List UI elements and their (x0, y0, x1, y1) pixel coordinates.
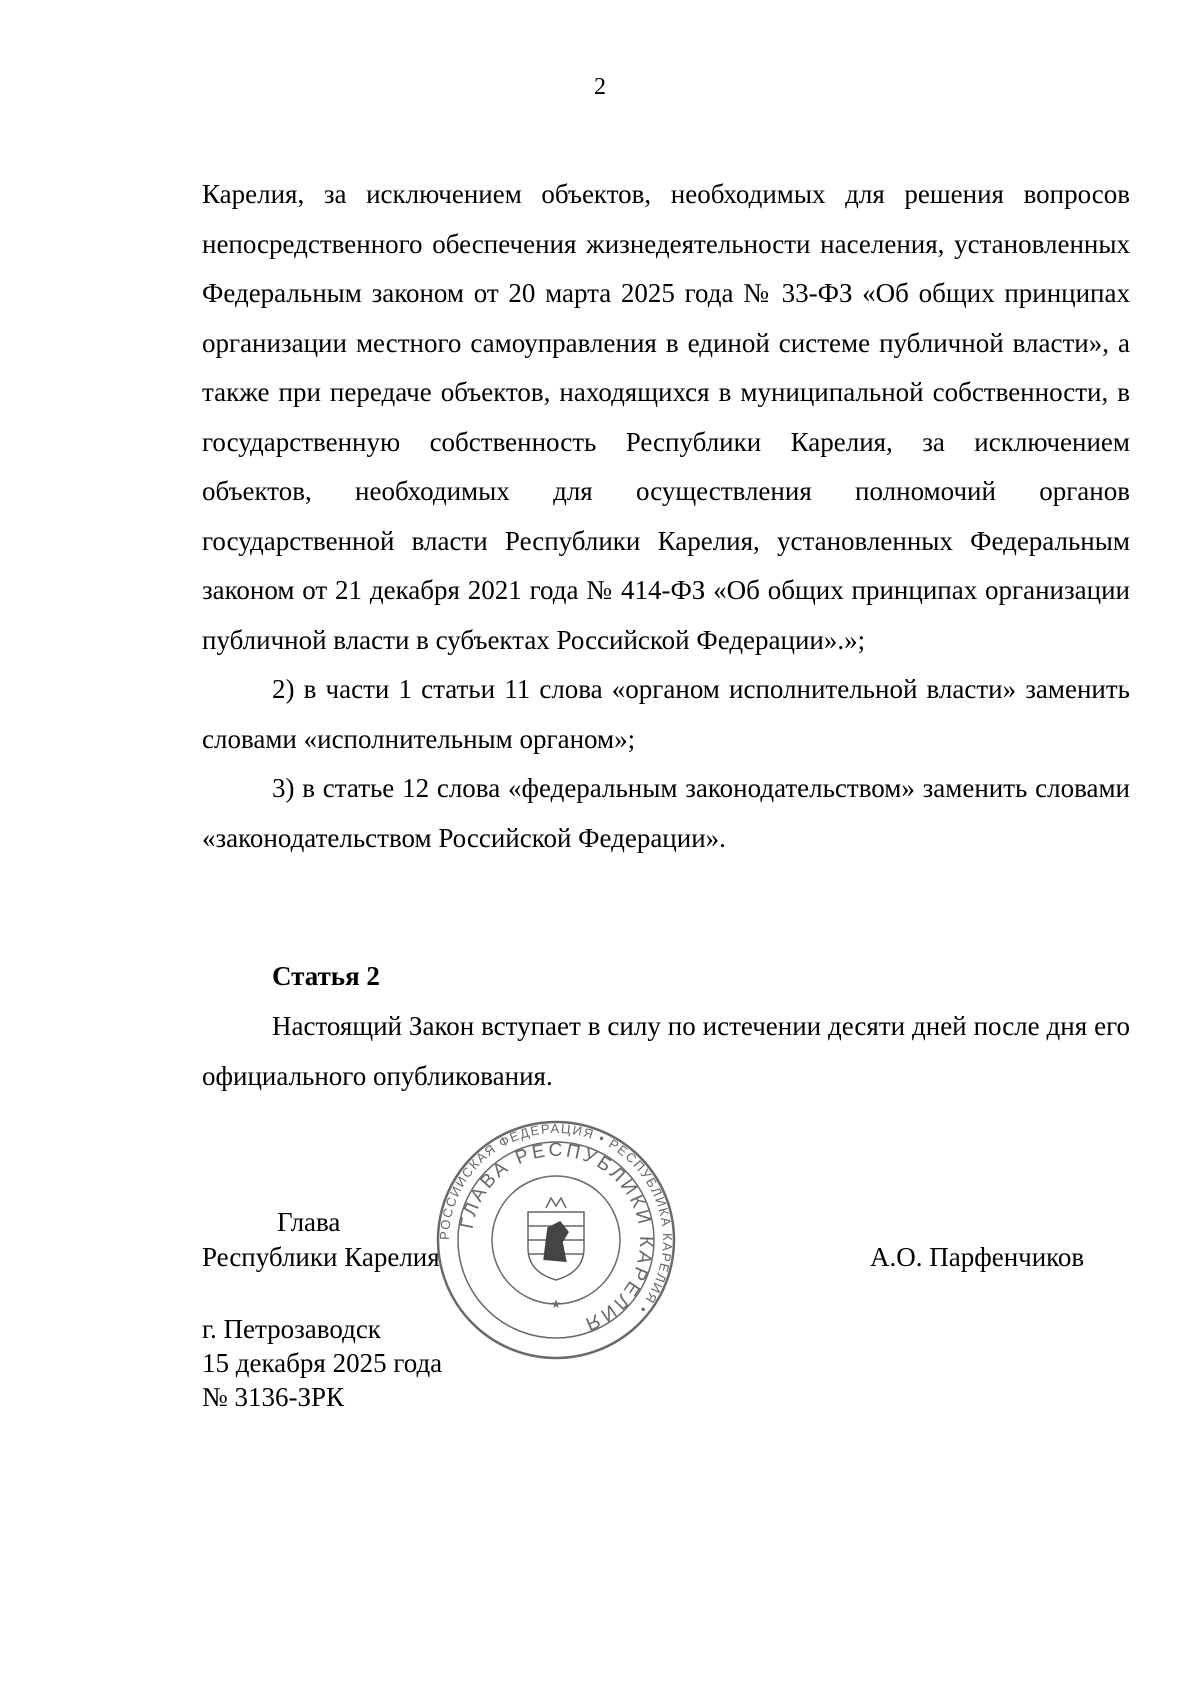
official-seal (436, 1120, 676, 1360)
law-body (202, 170, 1130, 863)
page-number: 2 (594, 74, 606, 100)
seal-star-icon: ★ (550, 1297, 562, 1311)
article-text: Настоящий Закон вступает в силу по истечении десяти дней после дня его официального опубликования. (202, 1011, 1130, 1091)
signatory-name: А.О. Парфенчиков (870, 1242, 1085, 1272)
law-number: № 3136-ЗРК (202, 1382, 345, 1412)
signatory-title-line-1: Глава (277, 1207, 341, 1237)
paragraph-item-3: 3) в статье 12 слова «федеральным законодательством» заменить словами «законодательством Российской Федерации». (202, 773, 1130, 853)
law-date: 15 декабря 2025 года (202, 1348, 443, 1378)
paragraph-continuation: Карелия, за исключением объектов, необходимых для решения вопросов непосредственного обеспечения жизнедеятельности населения, установленных Федеральным законом от 20 марта 2025 года № 33-ФЗ «Об общих принципах организации местного самоуправления в единой системе публичной власти», а также при передаче объектов, находящихся в муниципальной собственности, в государственную собственность Республики Карелия, за исключением объектов, необходимых для осуществления полномочий органов государственной власти Республики Карелия, установленных Федеральным законом от 21 декабря 2021 года № 414-ФЗ «Об общих принципах организации публичной власти в субъектах Российской Федерации».»; (202, 179, 1130, 655)
signatory-title-line-2: Республики Карелия (202, 1242, 440, 1272)
article-heading: Статья 2 (272, 961, 380, 991)
coat-of-arms-icon (528, 1198, 584, 1280)
city: г. Петрозаводск (202, 1314, 381, 1344)
seal-inner-text: ГЛАВА РЕСПУБЛИКИ КАРЕЛИЯ (456, 1139, 657, 1336)
seal-outer-text: РОССИЙСКАЯ ФЕДЕРАЦИЯ • РЕСПУБЛИКА КАРЕЛИЯ • (436, 1120, 676, 1318)
paragraph-item-2: 2) в части 1 статьи 11 слова «органом исполнительной власти» заменить словами «исполнительным органом»; (202, 674, 1130, 754)
